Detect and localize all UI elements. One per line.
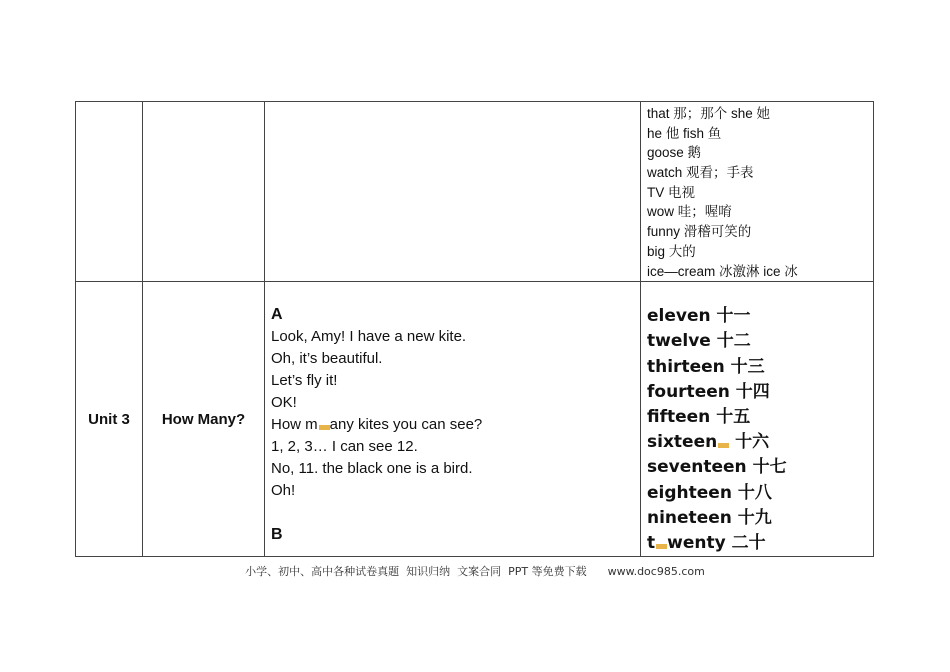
list-item: ice—cream 冰激淋 ice 冰: [647, 263, 798, 279]
dialogue-line: Let’s fly it!: [271, 372, 338, 390]
dialogue-fragment: How m: [271, 416, 318, 434]
highlight-mark: [656, 544, 667, 549]
number-word: wenty 二十: [667, 532, 766, 553]
number-word: sixteen: [647, 432, 718, 453]
number-meaning: 十六: [729, 432, 770, 453]
dialogue-text: [265, 282, 640, 546]
number-list: [641, 282, 873, 556]
dialogue-fragment: any kites you can see?: [329, 416, 483, 434]
list-item: thirteen 十三: [647, 356, 765, 377]
list-item: fourteen 十四: [647, 381, 770, 402]
section-b-heading: B: [271, 526, 283, 544]
list-item: watch 观看；手表: [647, 165, 754, 181]
dialogue-cell: [265, 282, 641, 557]
dialogue-line: OK!: [271, 394, 297, 412]
vocab-cell: [641, 282, 874, 557]
dialogue-cell: [265, 102, 641, 282]
unit-cell: [76, 102, 143, 282]
list-item: he 他 fish 鱼: [647, 125, 722, 141]
list-item: nineteen 十九: [647, 507, 772, 528]
list-item: goose 鹅: [647, 145, 702, 161]
list-item: TV 电视: [647, 184, 696, 200]
dialogue-line: Look, Amy! I have a new kite.: [271, 328, 467, 346]
dialogue-line: 1, 2, 3… I can see 12.: [271, 438, 418, 456]
dialogue-line: [271, 414, 640, 436]
vocab-cell: [641, 102, 874, 282]
dialogue-line: Oh, it’s beautiful.: [271, 350, 383, 368]
list-item: fifteen 十五: [647, 406, 751, 427]
highlight-mark: [319, 425, 330, 430]
list-item: funny 滑稽可笑的: [647, 224, 752, 240]
page-footer: 小学、初中、高中各种试卷真题 知识归纳 文案合同 PPT 等免费下载 www.doc985.com: [245, 565, 705, 578]
table-row: [76, 102, 874, 282]
list-item: eleven 十一: [647, 306, 751, 327]
list-item: seventeen 十七: [647, 457, 787, 478]
number-word: t: [647, 532, 656, 553]
list-item: twelve 十二: [647, 331, 751, 352]
table-row: [76, 282, 874, 557]
list-item: eighteen 十八: [647, 482, 772, 503]
unit-label: Unit 3: [76, 282, 143, 557]
list-item: that 那；那个 she 她: [647, 106, 771, 121]
vocab-list: [641, 102, 873, 281]
list-item: wow 哇；喔唷: [647, 204, 732, 220]
list-item: [647, 531, 873, 556]
list-item: [647, 430, 873, 455]
dialogue-line: Oh!: [271, 482, 296, 500]
vocabulary-table: [75, 101, 874, 557]
highlight-mark: [718, 443, 729, 448]
list-item: big 大的: [647, 243, 696, 259]
dialogue-line: No, 11. the black one is a bird.: [271, 460, 473, 478]
topic-cell: [143, 102, 265, 282]
section-a-heading: A: [271, 306, 283, 324]
topic-label: How Many?: [143, 282, 265, 557]
spacer: [271, 502, 640, 524]
